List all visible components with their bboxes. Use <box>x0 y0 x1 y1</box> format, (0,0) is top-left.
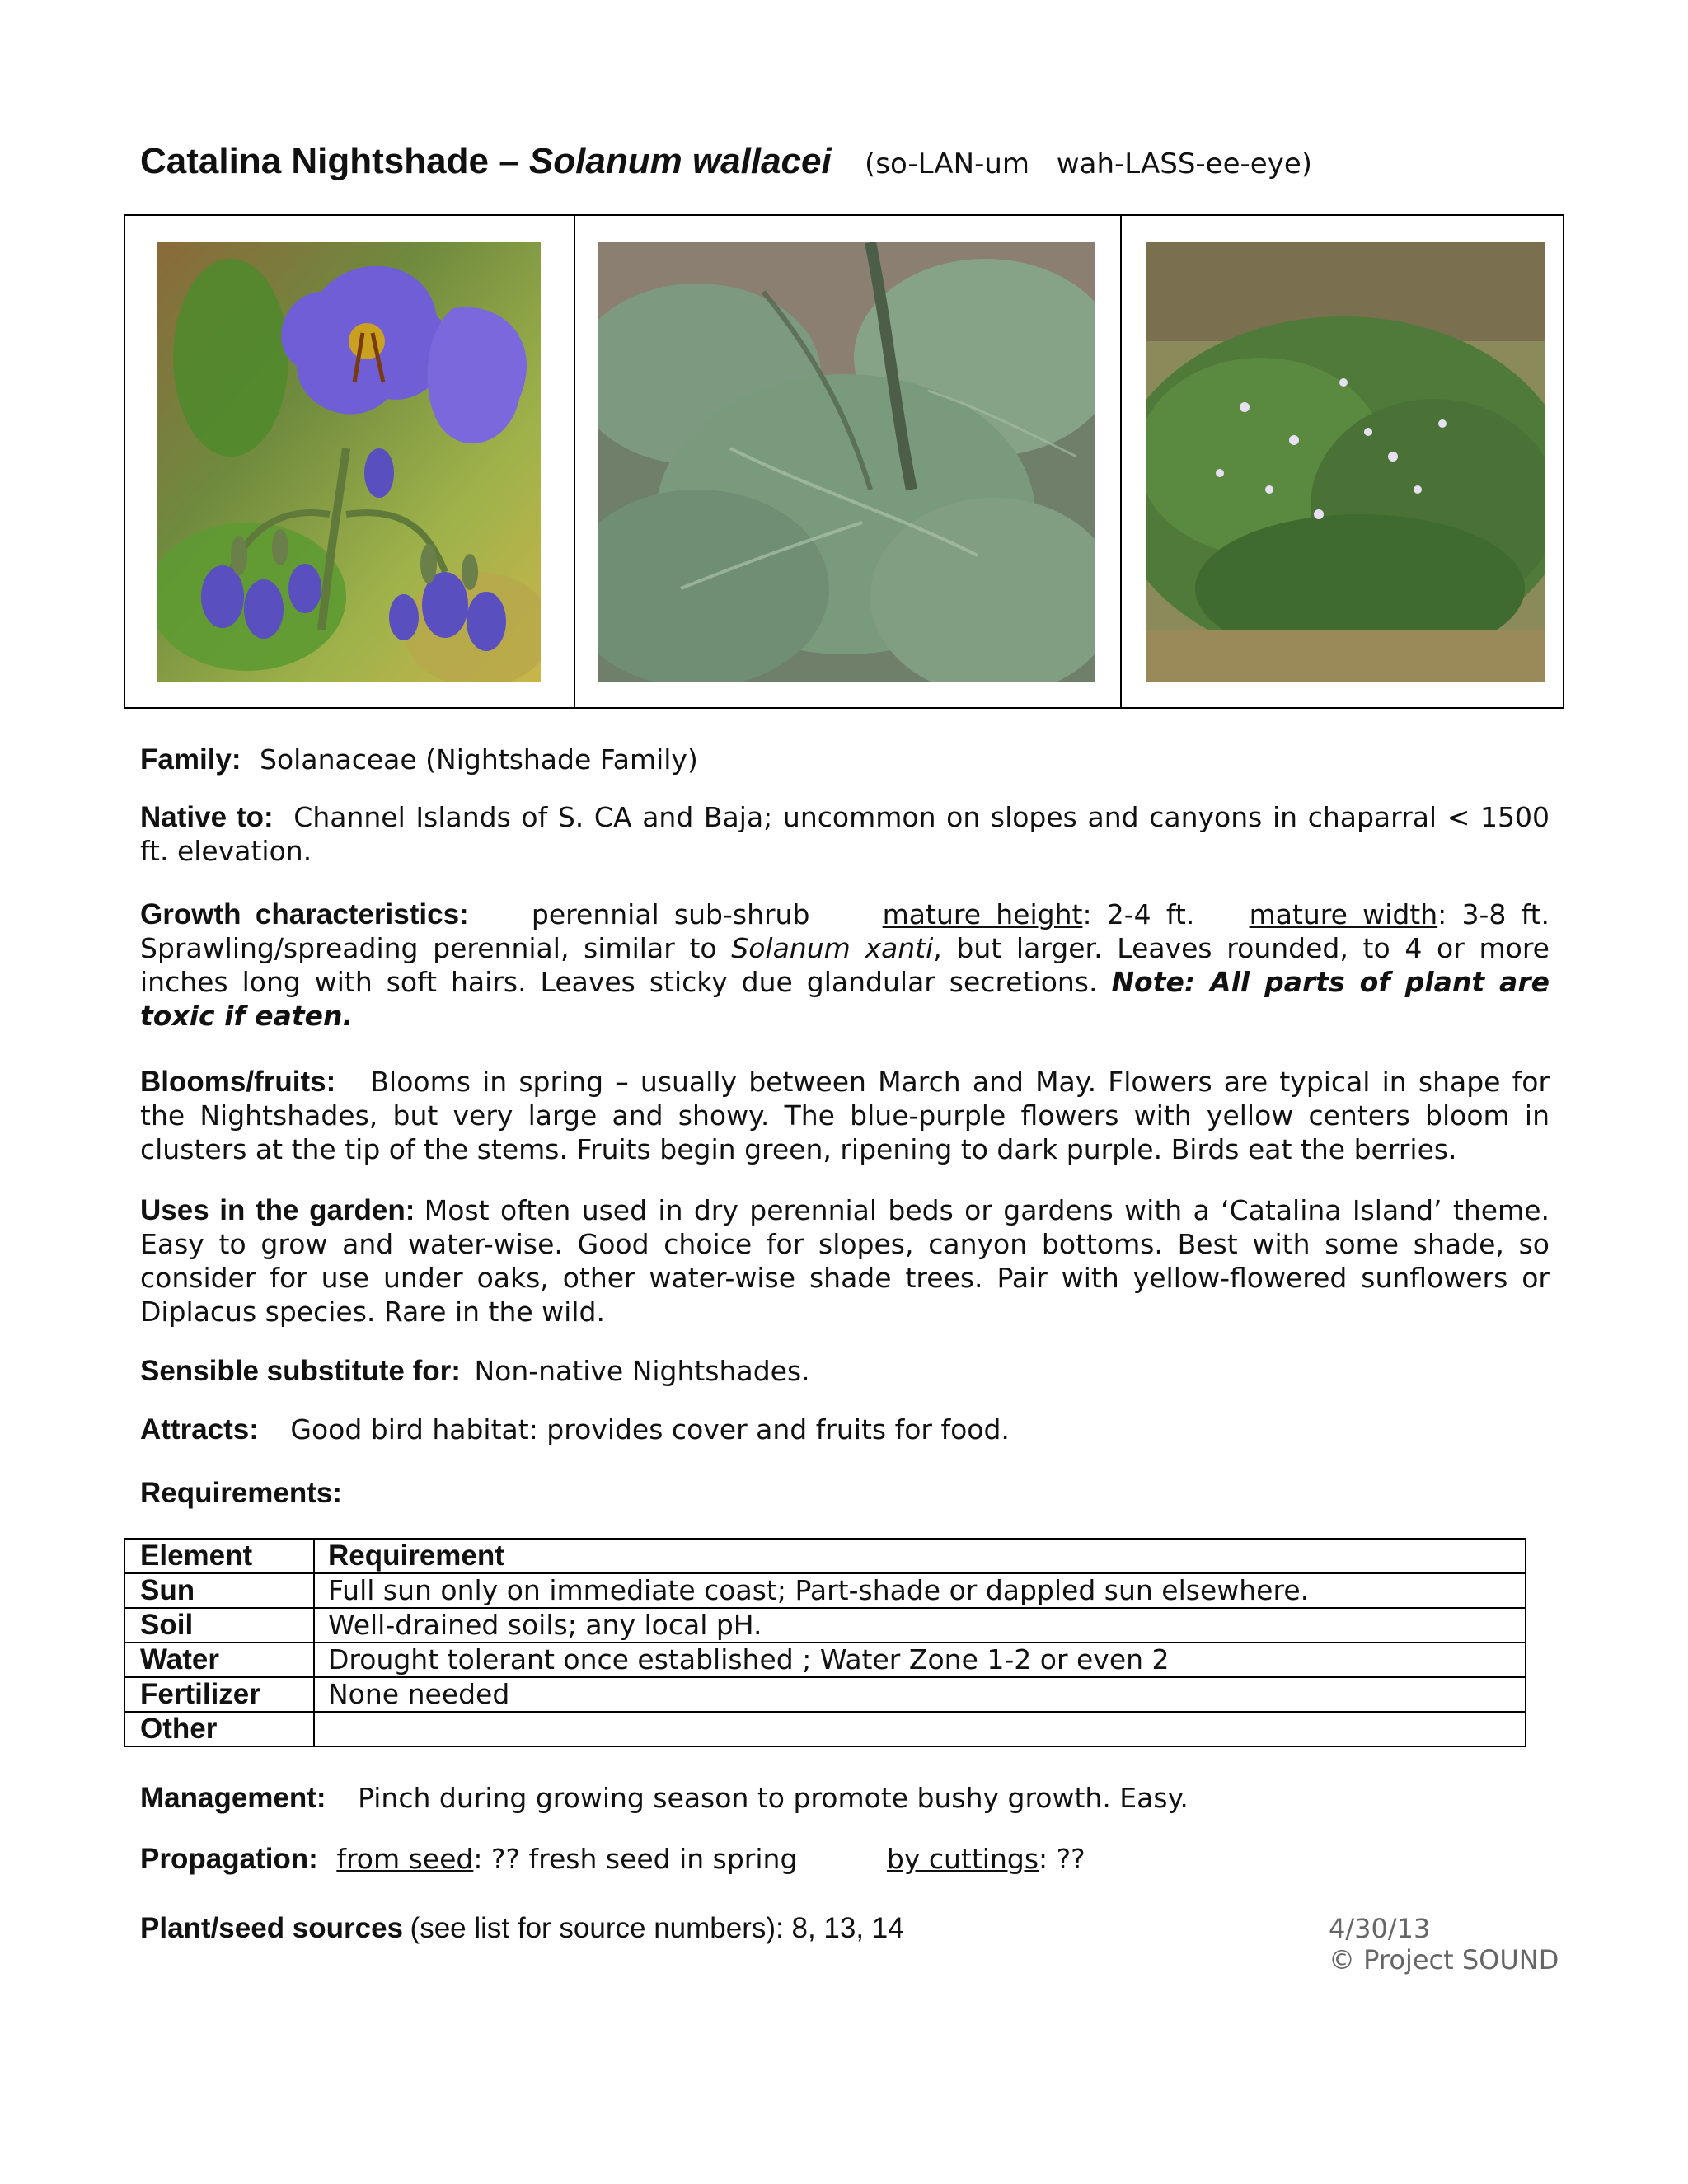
photo-divider <box>1120 216 1122 707</box>
uses-section <box>140 1194 1550 1329</box>
toxicity-note: Note: All parts of plant are toxic if eaten. <box>140 966 1550 1032</box>
footer-date: 4/30/13 <box>1329 1913 1431 1944</box>
table-row <box>124 1677 1526 1712</box>
family-label: Family: <box>140 743 241 776</box>
requirements-section <box>140 1477 1550 1511</box>
title-dash: – <box>499 141 519 181</box>
table-row <box>124 1712 1526 1746</box>
scientific-name: Solanum wallacei <box>528 141 832 181</box>
by-cuttings-label: by cuttings <box>886 1843 1039 1875</box>
attracts-section <box>140 1413 1550 1447</box>
fuzzy-leaves-photo <box>598 242 1095 682</box>
row-requirement: Well-drained soils; any local pH. <box>314 1608 1526 1643</box>
blooms-section <box>140 1066 1550 1167</box>
table-row <box>124 1573 1526 1608</box>
mature-width-label: mature width <box>1249 898 1438 930</box>
photo-panel <box>124 214 1564 709</box>
management-text: Pinch during growing season to promote bushy growth. Easy. <box>358 1782 1189 1814</box>
requirements-table <box>124 1538 1526 1747</box>
family-text: Solanaceae (Nightshade Family) <box>260 743 698 776</box>
sources-label: Plant/seed sources <box>140 1912 404 1944</box>
purple-flower-photo <box>157 242 541 682</box>
common-name: Catalina Nightshade <box>140 141 489 181</box>
pronunciation: (so-LAN-um wah-LASS-ee-eye) <box>864 148 1313 180</box>
growth-text-b: , but larger. Leaves rounded, to 4 or more inches long with soft hairs. Leaves sticky due glandular secretions. <box>140 932 1550 998</box>
header-requirement: Requirement <box>314 1539 1526 1573</box>
growth-text-a: Sprawling/spreading perennial, similar to <box>140 932 732 964</box>
similar-species: Solanum xanti <box>731 932 934 964</box>
row-element: Sun <box>124 1573 314 1608</box>
mature-height-value: : 2-4 ft. <box>1082 898 1195 930</box>
row-requirement <box>314 1712 1526 1746</box>
spreading-shrub-photo <box>1146 242 1545 682</box>
row-element: Fertilizer <box>124 1677 314 1712</box>
family-section <box>140 743 1550 777</box>
management-label: Management: <box>140 1782 326 1814</box>
from-seed-value: : ?? fresh seed in spring <box>473 1843 798 1875</box>
requirements-label: Requirements: <box>140 1477 343 1509</box>
mature-width-value: : 3-8 ft. <box>1437 898 1550 930</box>
attracts-text: Good bird habitat: provides cover and fruits for food. <box>290 1413 1010 1446</box>
table-row <box>124 1608 1526 1643</box>
table-row <box>124 1643 1526 1677</box>
substitute-section <box>140 1355 1550 1389</box>
uses-text: Most often used in dry perennial beds or gardens with a ‘Catalina Island’ theme. Easy to grow and water-wise. Good choice for slopes, canyon bottoms. Best with some shade, so consider for use under oaks, other water-wise shade trees. Pair with yellow-flowered sunflowers or Diplacus species. Rare in the wild. <box>140 1194 1550 1328</box>
propagation-label: Propagation: <box>140 1843 318 1875</box>
blooms-text: Blooms in spring – usually between March and May. Flowers are typical in shape for the Nightshades, but very large and showy. The blue-purple flowers with yellow centers bloom in clusters at the tip of the stems. Fruits begin green, ripening to dark purple. Birds eat the berries. <box>140 1066 1550 1165</box>
growth-section <box>140 898 1550 1033</box>
growth-label: Growth characteristics: <box>140 898 469 930</box>
native-section <box>140 801 1550 869</box>
footer-copyright: © Project SOUND <box>1329 1944 1559 1975</box>
blooms-label: Blooms/fruits: <box>140 1066 336 1098</box>
native-label: Native to: <box>140 801 274 833</box>
propagation-section <box>140 1843 1550 1877</box>
photo-divider <box>574 216 575 707</box>
row-requirement: Drought tolerant once established ; Water Zone 1-2 or even 2 <box>314 1643 1526 1677</box>
growth-type: perennial sub-shrub <box>531 898 810 930</box>
row-element: Water <box>124 1643 314 1677</box>
table-header-row <box>124 1539 1526 1573</box>
sources-section <box>140 1912 1294 1946</box>
page-title <box>140 138 1312 187</box>
header-element: Element <box>124 1539 314 1573</box>
row-element: Soil <box>124 1608 314 1643</box>
attracts-label: Attracts: <box>140 1413 259 1446</box>
row-requirement: Full sun only on immediate coast; Part-shade or dappled sun elsewhere. <box>314 1573 1526 1608</box>
row-element: Other <box>124 1712 314 1746</box>
from-seed-label: from seed <box>336 1843 474 1875</box>
management-section <box>140 1782 1550 1816</box>
sources-text: (see list for source numbers): 8, 13, 14 <box>410 1912 904 1944</box>
uses-label: Uses in the garden: <box>140 1194 415 1226</box>
substitute-label: Sensible substitute for: <box>140 1355 461 1387</box>
substitute-text: Non-native Nightshades. <box>474 1355 810 1387</box>
native-text: Channel Islands of S. CA and Baja; uncommon on slopes and canyons in chaparral < 1500 ft. elevation. <box>140 801 1550 867</box>
by-cuttings-value: : ?? <box>1039 1843 1085 1875</box>
mature-height-label: mature height <box>882 898 1083 930</box>
row-requirement: None needed <box>314 1677 1526 1712</box>
